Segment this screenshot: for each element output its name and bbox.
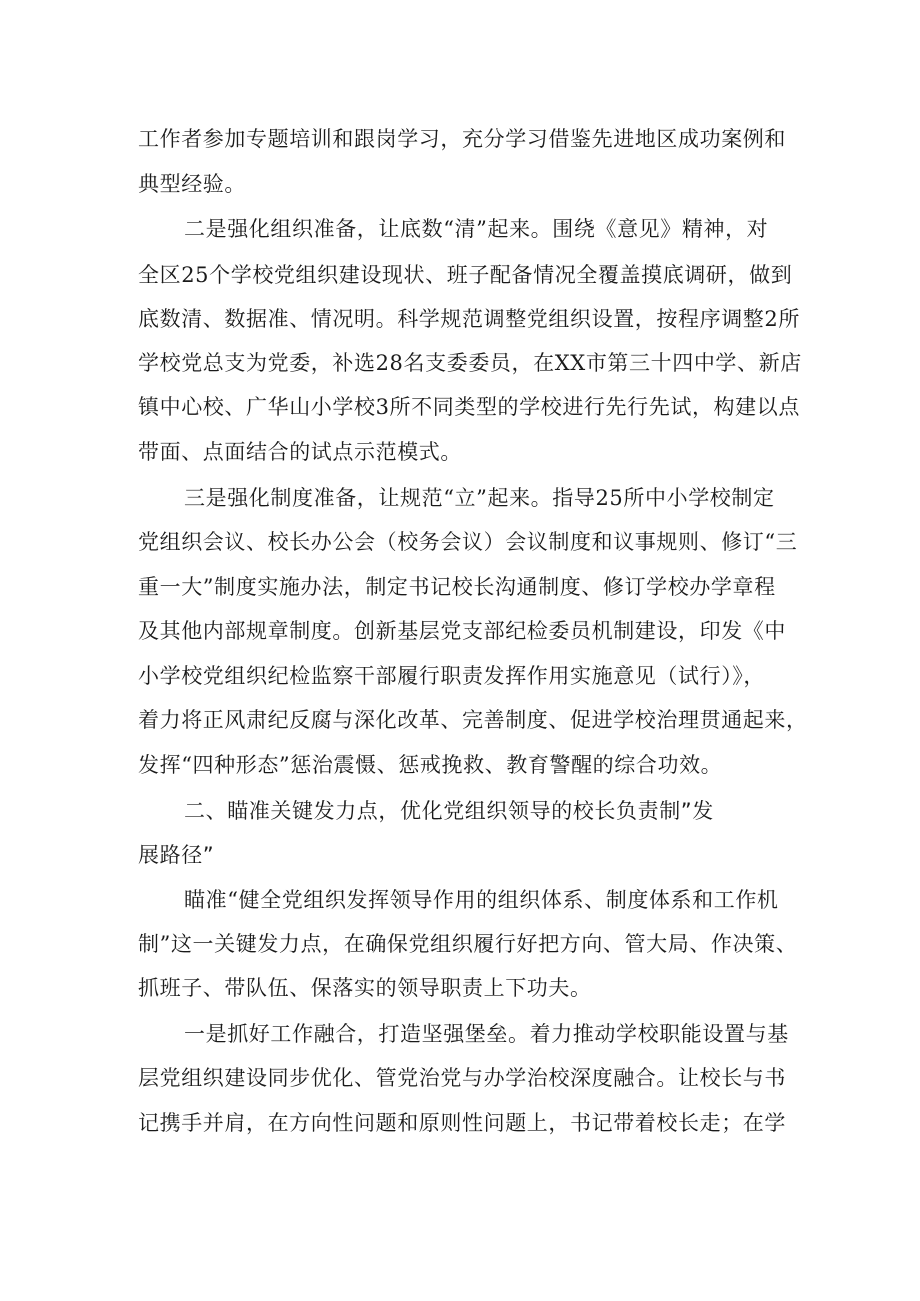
text-line: 全区25个学校党组织建设现状、班子配备情况全覆盖摸底调研，做到 <box>138 263 793 287</box>
text-line: 镇中心校、广华山小学校3所不同类型的学校进行先行先试，构建以点 <box>138 395 800 419</box>
text-line: 着力将正风肃纪反腐与深化改革、完善制度、促进学校治理贯通起来， <box>138 708 808 732</box>
paragraph-start-line: 一是抓好工作融合，打造坚强堡垒。着力推动学校职能设置与基 <box>184 1022 789 1046</box>
text-line: 小学校党组织纪检监察干部履行职责发挥作用实施意见（试行）》， <box>138 664 765 688</box>
text-line: 抓班子、带队伍、保落实的领导职责上下功夫。 <box>138 976 592 1000</box>
text-line: 记携手并肩，在方向性问题和原则性问题上，书记带着校长走；在学 <box>138 1111 786 1135</box>
text-line: 及其他内部规章制度。创新基层党支部纪检委员机制建设，印发《中 <box>138 619 786 643</box>
text-line: 学校党总支为党委，补选28名支委委员，在XX市第三十四中学、新店 <box>138 351 802 375</box>
paragraph-start-line: 二是强化组织准备，让底数“清”起来。围绕《意见》精神，对 <box>184 217 769 241</box>
text-line: 发挥“四种形态”惩治震慑、惩戒挽救、教育警醒的综合功效。 <box>138 753 723 777</box>
text-line: 党组织会议、校长办公会（校务会议）会议制度和议事规则、修订“三 <box>138 530 798 554</box>
text-line: 典型经验。 <box>138 172 246 196</box>
text-line: 层党组织建设同步优化、管党治党与办学治校深度融合。让校长与书 <box>138 1066 786 1090</box>
section-heading-line: 二、瞄准关键发力点，优化党组织领导的校长负责制”发 <box>184 799 714 823</box>
section-heading-line: 展路径” <box>138 843 215 867</box>
text-line: 底数清、数据准、情况明。科学规范调整党组织设置，按程序调整2所 <box>138 307 800 331</box>
text-line: 重一大”制度实施办法，制定书记校长沟通制度、修订学校办学章程 <box>138 575 776 599</box>
paragraph-start-line: 三是强化制度准备，让规范“立”起来。指导25所中小学校制定 <box>184 486 775 510</box>
text-line: 制”这一关键发力点，在确保党组织履行好把方向、管大局、作决策、 <box>138 932 798 956</box>
text-line: 带面、点面结合的试点示范模式。 <box>138 440 462 464</box>
text-line: 工作者参加专题培训和跟岗学习，充分学习借鉴先进地区成功案例和 <box>138 127 786 151</box>
paragraph-start-line: 瞄准“健全党组织发挥领导作用的组织体系、制度体系和工作机 <box>184 888 779 912</box>
